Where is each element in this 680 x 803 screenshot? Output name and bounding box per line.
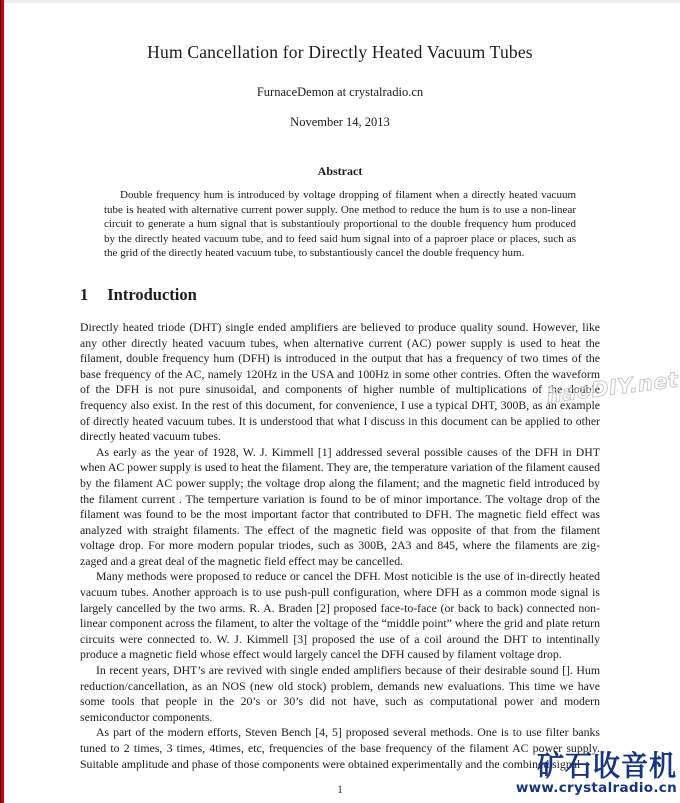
intro-paragraph-5: As part of the modern efforts, Steven Bench [4, 5] proposed several methods. One is to use filter banks tuned to 2 times, 3 times, 4times, etc, frequencies of the base frequency of the filament AC power supply. Suitable amplitude and phase of those components were obtained experimentally and the combined signal (80, 725, 600, 771)
embossed-watermark: haoDIY.net (545, 367, 680, 408)
paper-date: November 14, 2013 (290, 115, 390, 129)
crystalradio-brand-characters: 矿石收音机 (537, 749, 677, 783)
abstract-heading: Abstract (317, 164, 363, 178)
crystalradio-logo (515, 749, 677, 796)
intro-paragraph-4: In recent years, DHT’s are revived with single ended amplifiers because of their desirable sound []. Hum reduction/cancellation, as an NOS (new old stock) problem, demands new evaluations. This time we have some tools that people in the 20’s or 30’s did not have, such as computational power and modern semiconductor components. (80, 663, 600, 724)
paper-title: Hum Cancellation for Directly Heated Vacuum Tubes (147, 42, 533, 62)
section-number: 1 (80, 284, 89, 304)
paper-author: FurnaceDemon at crystalradio.cn (256, 85, 424, 99)
page-number: 1 (337, 784, 343, 796)
section-heading (80, 285, 600, 305)
intro-paragraph-2: As early as the year of 1928, W. J. Kimmell [1] addressed several possible causes of the DFH in DHT when AC power supply is used to heat the filament. They are, the temperature variation of the filament caused by the filament AC power supply; the voltage drop along the filament; and the magnetic field introduced by the filament current . The temperture variation is found to be of minor importance. The voltage drop of the filament was found to be the most important factor that contributed to DFH. The magnetic field effect was analyzed with straight filaments. The effect of the magnetic field was opposite of that from the filament voltage drop. For more modern popular triodes, such as 300B, 2A3 and 845, where the filaments are zig-zaged and a great deal of the magnetic field effect may be cancelled. (80, 444, 600, 568)
abstract-block (80, 164, 600, 261)
intro-paragraph-3: Many methods were proposed to reduce or cancel the DFH. Most noticible is the use of in-directly heated vacuum tubes. Another approach is to use push-pull configuration, where DFH as a common mode signal is largely cancelled by the two arms. R. A. Braden [2] proposed face-to-face (or back to back) connected non-linear component across the filament, to alter the voltage of the “middle point” where the grid and plate return circuits were connected to. W. J. Kimmell [3] proposed the use of a coil around the DHT to intentinally produce a magnetic field whose effect would largely cancel the DFH caused by filament voltage drop. (80, 569, 600, 662)
intro-paragraph-1: Directly heated triode (DHT) single ended amplifiers are believed to produce quality sound. However, like any other directly heated vacuum tubes, when alternative current (AC) power supply is used to heat the filament, double frequency hum (DFH) is introduced in the output that has a frequency of two times of the base frequency of the AC, namely 120Hz in the USA and 100Hz in some other contries. Often the waveform of the DFH is not pure sinusoidal, and components of higher numble of multiplications of the double frequency also exist. In the rest of this document, for convenience, I use a typical DHT, 300B, as an example of directly heated vacuum tubes. It is understood that what I discuss in this document can be applied to other directly heated vacuum tubes. (80, 319, 600, 444)
crystalradio-url: www.crystalradio.cn (515, 779, 677, 796)
section-title: Introduction (107, 284, 197, 304)
abstract-text: Double frequency hum is introduced by voltage dropping of filament when a directly heated vacuum tube is heated with alternative current power supply. One method to reduce the hum is to use a non-linear circuit to generate a hum signal that is substantiouly proportional to the double frequency hum produced by the directly heated vacuum tube, and to feed said hum signal into of a paproer place or places, such as the grid of the directly heated vacuum tube, to substantiously cancel the double frequency hum. (104, 189, 576, 260)
